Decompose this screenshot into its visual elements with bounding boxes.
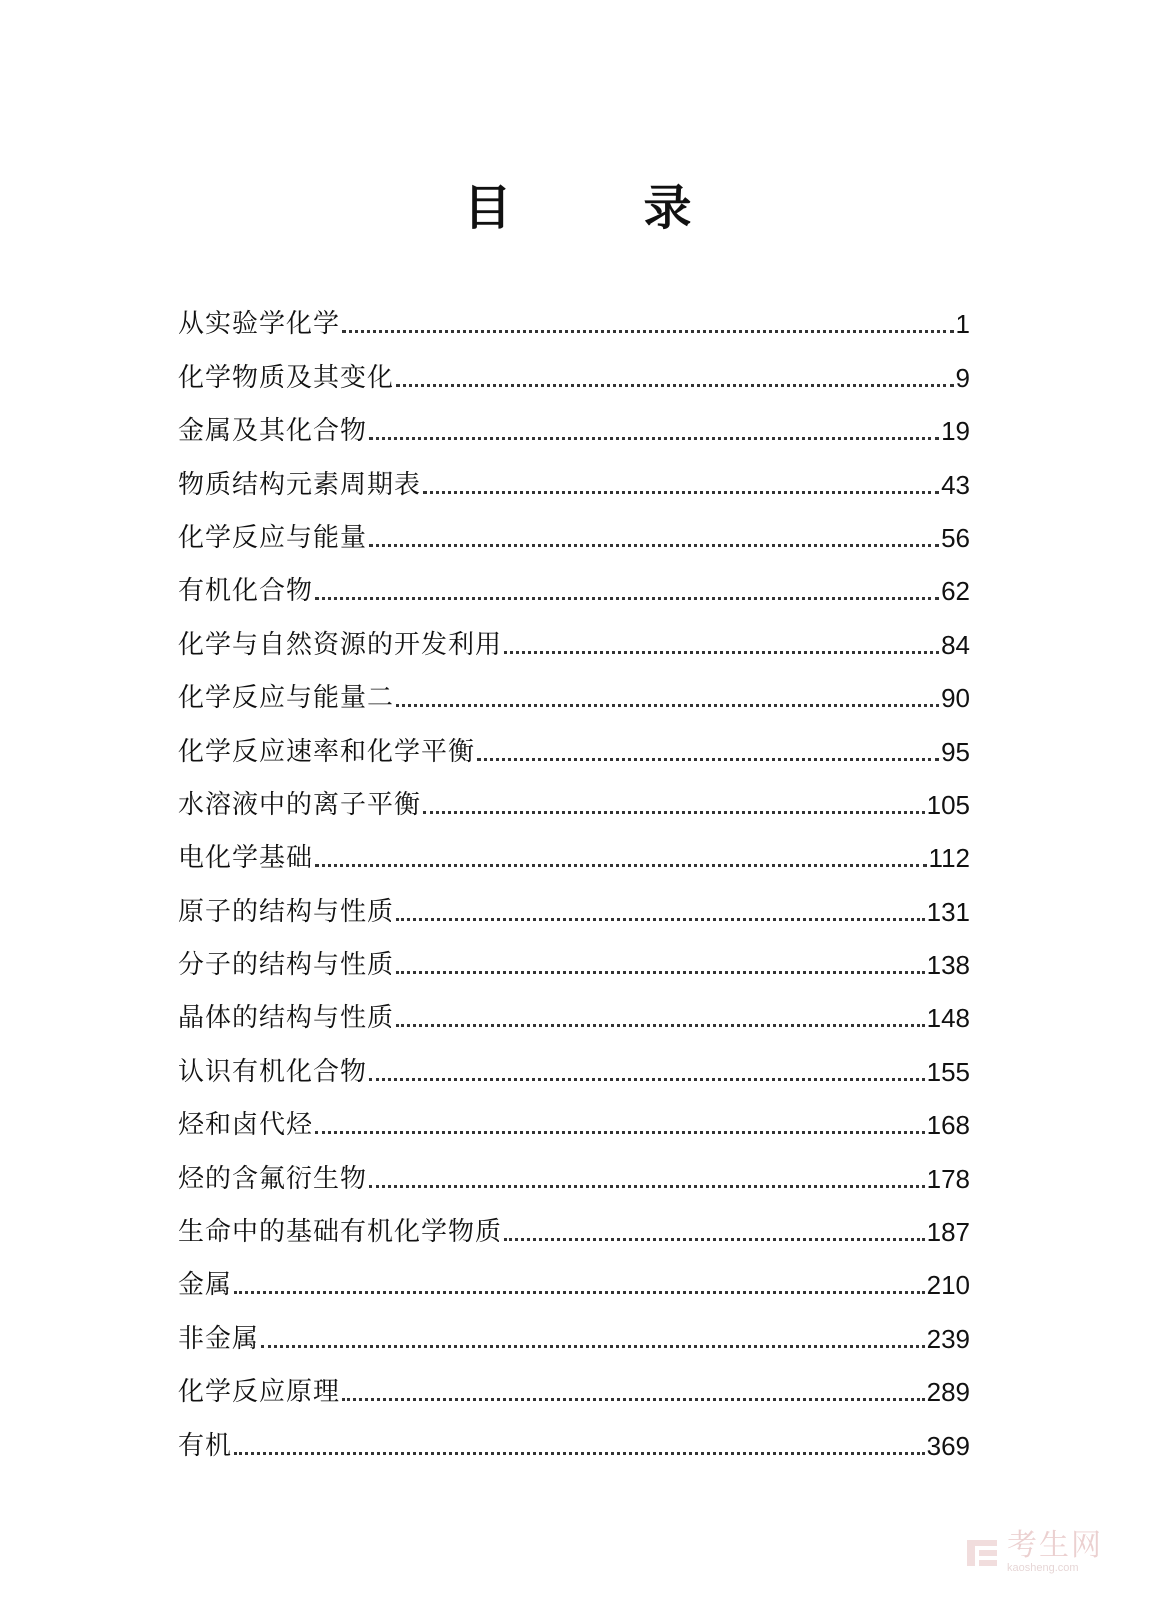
toc-dot-leader (369, 1057, 925, 1087)
toc-entry-page-number: 187 (926, 1217, 970, 1248)
toc-entry[interactable] (178, 286, 970, 339)
toc-entry-label: 化学物质及其变化 (178, 362, 395, 393)
toc-entry-page-number: 95 (941, 736, 970, 767)
watermark (965, 1528, 1103, 1574)
toc-entry[interactable] (178, 873, 970, 926)
toc-entry[interactable] (178, 1247, 970, 1300)
toc-entry-label: 有机 (178, 1430, 233, 1461)
toc-dot-leader (477, 737, 939, 767)
table-of-contents (178, 286, 970, 1461)
toc-entry-page-number: 131 (926, 896, 970, 927)
toc-entry-page-number: 289 (926, 1377, 970, 1408)
toc-entry-label: 化学反应原理 (178, 1377, 341, 1408)
toc-dot-leader (369, 416, 939, 446)
toc-dot-leader (342, 309, 954, 339)
toc-dot-leader (315, 1110, 925, 1140)
toc-dot-leader (315, 843, 927, 873)
toc-entry-page-number: 369 (926, 1430, 970, 1461)
toc-entry[interactable] (178, 1354, 970, 1407)
toc-entry[interactable] (178, 339, 970, 392)
toc-entry-page-number: 148 (926, 1003, 970, 1034)
toc-entry-label: 有机化合物 (178, 576, 314, 607)
toc-entry-label: 电化学基础 (178, 843, 314, 874)
toc-dot-leader (369, 523, 939, 553)
toc-dot-leader (423, 470, 939, 500)
toc-entry[interactable] (178, 927, 970, 980)
toc-entry-label: 化学反应与能量 (178, 522, 368, 553)
toc-entry-page-number: 9 (955, 362, 970, 393)
toc-entry-label: 化学反应速率和化学平衡 (178, 736, 476, 767)
toc-entry-label: 烃的含氟衍生物 (178, 1163, 368, 1194)
toc-dot-leader (396, 683, 939, 713)
toc-entry[interactable] (178, 767, 970, 820)
toc-entry-page-number: 155 (926, 1056, 970, 1087)
toc-dot-leader (504, 1217, 925, 1247)
toc-dot-leader (315, 576, 939, 606)
toc-entry[interactable] (178, 446, 970, 499)
toc-entry-page-number: 56 (941, 522, 970, 553)
toc-entry[interactable] (178, 1300, 970, 1353)
toc-dot-leader (504, 630, 939, 660)
toc-entry-label: 认识有机化合物 (178, 1056, 368, 1087)
toc-entry[interactable] (178, 1194, 970, 1247)
toc-entry-label: 非金属 (178, 1323, 260, 1354)
toc-entry[interactable] (178, 500, 970, 553)
toc-dot-leader (342, 1377, 925, 1407)
toc-entry-page-number: 62 (941, 576, 970, 607)
toc-entry[interactable] (178, 606, 970, 659)
toc-dot-leader (261, 1324, 925, 1354)
toc-entry-page-number: 1 (955, 309, 970, 340)
toc-dot-leader (396, 363, 954, 393)
toc-entry-label: 化学与自然资源的开发利用 (178, 629, 503, 660)
toc-dot-leader (234, 1431, 925, 1461)
toc-entry[interactable] (178, 713, 970, 766)
watermark-logo-icon (965, 1536, 999, 1570)
toc-entry[interactable] (178, 1140, 970, 1193)
toc-entry-label: 水溶液中的离子平衡 (178, 789, 422, 820)
toc-entry-label: 晶体的结构与性质 (178, 1003, 395, 1034)
toc-entry-page-number: 105 (926, 789, 970, 820)
toc-entry-label: 金属及其化合物 (178, 416, 368, 447)
toc-entry-label: 烃和卤代烃 (178, 1110, 314, 1141)
watermark-url: kaosheng.com (1007, 1562, 1079, 1574)
toc-entry-page-number: 43 (941, 469, 970, 500)
toc-entry[interactable] (178, 1407, 970, 1460)
toc-entry-page-number: 210 (926, 1270, 970, 1301)
toc-entry-page-number: 90 (941, 683, 970, 714)
toc-entry-label: 化学反应与能量二 (178, 683, 395, 714)
watermark-name: 考生网 (1007, 1528, 1103, 1563)
toc-entry[interactable] (178, 1087, 970, 1140)
toc-entry-label: 从实验学化学 (178, 309, 341, 340)
toc-entry[interactable] (178, 660, 970, 713)
toc-dot-leader (369, 1164, 925, 1194)
toc-dot-leader (396, 1003, 925, 1033)
toc-dot-leader (423, 790, 925, 820)
toc-entry-page-number: 84 (941, 629, 970, 660)
toc-entry[interactable] (178, 553, 970, 606)
toc-entry-page-number: 168 (926, 1110, 970, 1141)
toc-entry-label: 生命中的基础有机化学物质 (178, 1217, 503, 1248)
page-title: 目 录 (463, 180, 734, 236)
toc-entry-page-number: 178 (926, 1163, 970, 1194)
toc-entry[interactable] (178, 980, 970, 1033)
toc-entry[interactable] (178, 393, 970, 446)
toc-dot-leader (234, 1270, 925, 1300)
toc-entry-page-number: 239 (926, 1323, 970, 1354)
toc-entry-page-number: 112 (928, 843, 970, 874)
toc-entry-label: 物质结构元素周期表 (178, 469, 422, 500)
toc-entry[interactable] (178, 1033, 970, 1086)
toc-dot-leader (396, 950, 925, 980)
toc-entry-label: 原子的结构与性质 (178, 896, 395, 927)
toc-entry-page-number: 19 (941, 416, 970, 447)
toc-dot-leader (396, 897, 925, 927)
toc-entry-label: 分子的结构与性质 (178, 950, 395, 981)
toc-entry[interactable] (178, 820, 970, 873)
toc-entry-page-number: 138 (926, 950, 970, 981)
toc-entry-label: 金属 (178, 1270, 233, 1301)
